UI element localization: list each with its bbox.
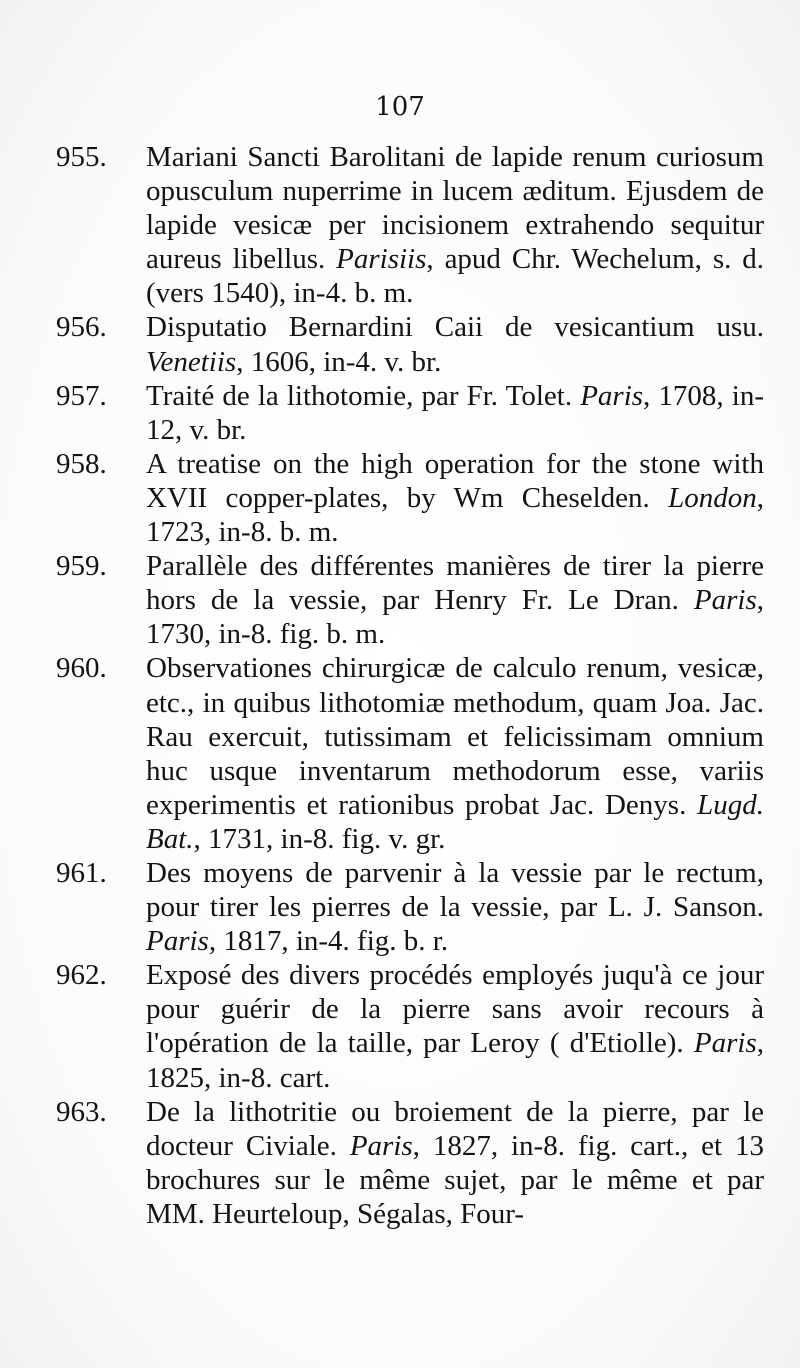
catalogue-entry xyxy=(56,447,765,549)
catalogue-entry xyxy=(56,958,764,1094)
entry-number: 962. xyxy=(56,959,107,992)
entry-imprint-details: , 1708, in-12, v. br. xyxy=(146,379,765,446)
entry-imprint-place: Paris xyxy=(693,1027,757,1060)
catalogue-entry xyxy=(56,310,764,378)
entry-text xyxy=(88,958,764,1094)
entry-title: Disputatio Bernardini Caii de vesicantium usu. xyxy=(146,311,764,344)
catalogue-entry xyxy=(56,1095,764,1231)
entry-number: 960. xyxy=(56,652,107,685)
entry-imprint-details: , 1723, in-8. b. m. xyxy=(146,481,765,549)
entry-number: 956. xyxy=(56,311,107,344)
entry-imprint-details: , 1817, in-4. fig. b. r. xyxy=(208,925,449,958)
entry-imprint-place: Paris xyxy=(146,925,209,958)
entry-imprint-place: London xyxy=(668,481,757,514)
entry-text xyxy=(88,447,764,549)
entry-text xyxy=(88,379,764,447)
entry-number: 958. xyxy=(56,447,107,480)
entry-number: 959. xyxy=(56,550,107,583)
entry-title: Parallèle des différentes manières de tirer la pierre hors de la vessie, par Henry Fr. Le Dran. xyxy=(146,550,764,617)
entry-imprint-place: Paris xyxy=(693,584,757,617)
entry-number: 955. xyxy=(56,141,107,173)
entry-imprint-place: Parisiis xyxy=(336,243,427,276)
entry-imprint-place: Venetiis xyxy=(146,345,237,378)
entry-text xyxy=(88,140,764,310)
entry-imprint-place: Paris xyxy=(580,379,644,412)
entry-title: Mariani Sancti Barolitani de lapide renum curiosum opusculum nuperrime in lucem æditum. Ejusdem de lapide vesicæ per incisionem extrahendo sequitur aureus libellus. xyxy=(146,141,764,276)
entry-imprint-place: Paris xyxy=(349,1129,413,1162)
entry-imprint-details: , 1827, in-8. fig. cart., et 13 brochures sur le même sujet, par le même et par MM. Heurteloup, Ségalas, Four- xyxy=(146,1129,764,1230)
entry-text xyxy=(88,856,764,958)
entry-title: A treatise on the high operation for the stone with XVII copper-plates, by Wm Cheselden. xyxy=(146,447,764,514)
entry-title: Observationes chirurgicæ de calculo renum, vesicæ, etc., in quibus lithotomiæ methodum, quam Joa. Jac. Rau exercuit, tutissimam et felicissimam omnium huc usque inventarum methodorum esse, variis experimentis et rationibus probat Jac. Denys. xyxy=(146,652,764,821)
catalogue-entry xyxy=(56,549,765,651)
entry-imprint-details: , 1825, in-8. cart. xyxy=(146,1027,764,1094)
catalogue-entry xyxy=(56,856,764,958)
entry-imprint-details: , apud Chr. Wechelum, s. d. (vers 1540), in-4. b. m. xyxy=(146,243,765,310)
catalogue-entry xyxy=(56,651,764,856)
entry-imprint-details: , 1606, in-4. v. br. xyxy=(236,345,442,378)
catalogue-entry xyxy=(56,140,765,310)
entry-imprint-details: , 1730, in-8. fig. b. m. xyxy=(146,584,765,651)
entry-number: 957. xyxy=(56,379,107,412)
entry-text xyxy=(88,1095,764,1231)
entry-title: Exposé des divers procédés employés juqu'à ce jour pour guérir de la pierre sans avoir recours à l'opération de la taille, par Leroy ( d'Etiolle). xyxy=(146,959,764,1060)
entry-number: 961. xyxy=(56,856,107,889)
entry-imprint-details: , 1731, in-8. fig. v. gr. xyxy=(193,822,446,855)
entry-title: De la lithotritie ou broiement de la pierre, par le docteur Civiale. xyxy=(146,1095,764,1162)
entry-text xyxy=(88,310,764,378)
entry-text xyxy=(88,549,764,651)
entry-text xyxy=(88,651,764,856)
entry-title: Traité de la lithotomie, par Fr. Tolet. xyxy=(146,379,573,412)
entry-title: Des moyens de parvenir à la vessie par le rectum, pour tirer les pierres de la vessie, par L. J. Sanson. xyxy=(146,856,764,924)
catalogue-entry xyxy=(56,379,765,447)
catalogue-entries xyxy=(56,140,765,1231)
entry-imprint-place: Lugd. Bat. xyxy=(146,788,764,855)
entry-number: 963. xyxy=(56,1095,107,1128)
page-number: 107 xyxy=(375,92,425,122)
